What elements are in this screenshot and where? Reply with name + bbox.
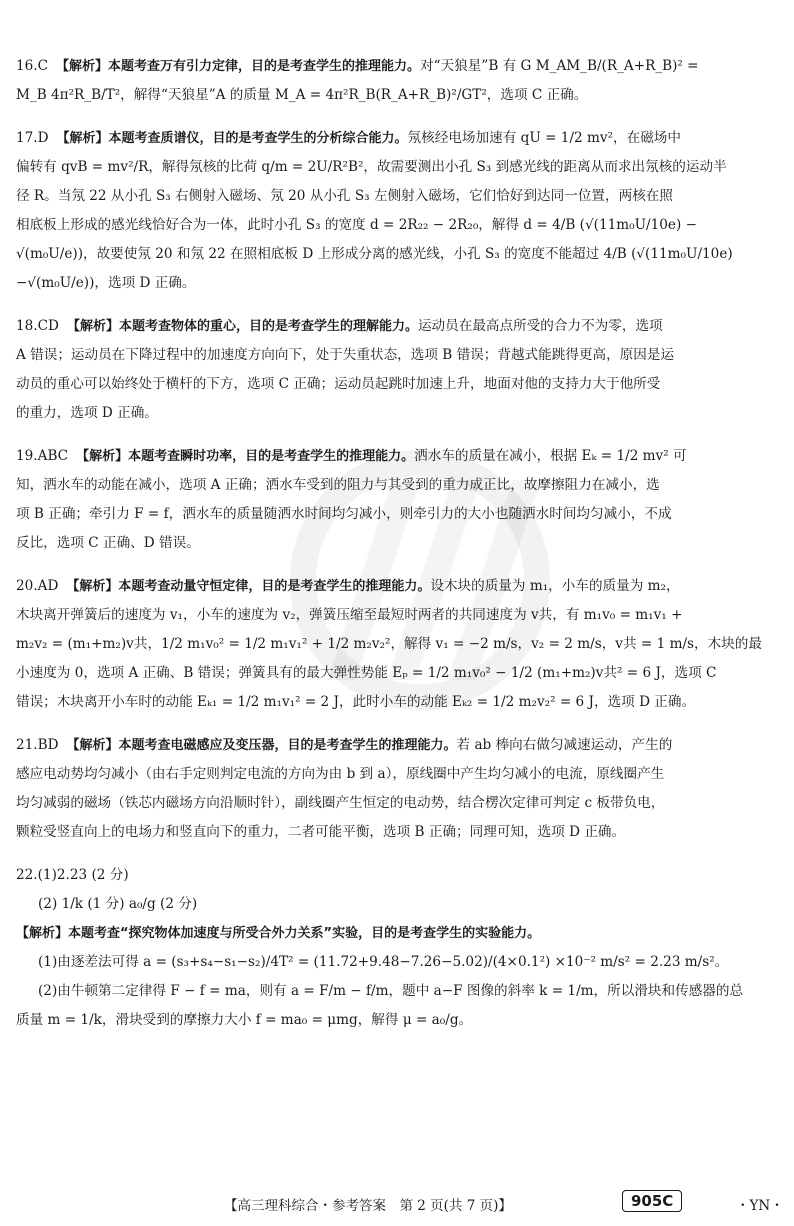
- question-number: 19.: [16, 448, 38, 464]
- question-number: 21.: [16, 737, 38, 753]
- question-number: 16.: [16, 58, 38, 74]
- analysis-heading: 【解析】本题考查物体的重心，目的是考查学生的理解能力。: [66, 319, 418, 334]
- answer-choice: D: [37, 130, 49, 146]
- analysis-text: 氖核经电场加速有 qU = 1/2 mv²，在磁场中: [407, 130, 681, 146]
- analysis-text: m₂v₂ = (m₁+m₂)v共，1/2 m₁v₀² = 1/2 m₁v₁² + 1/2 m₂v₂²，解得 v₁ = −2 m/s，v₂ = 2 m/s，v共 = 1 m/s，木块的最: [16, 636, 762, 652]
- analysis-heading: 【解析】本题考查质谱仪，目的是考查学生的分析综合能力。: [56, 131, 408, 146]
- answer-22: [16, 861, 778, 1035]
- answer-part-2: (2) 1/k (1 分) a₀/g (2 分): [38, 896, 198, 912]
- answer-17: [16, 124, 778, 298]
- analysis-text: (2)由牛顿第二定律得 F − f = ma，则有 a = F/m − f/m，题中 a−F 图像的斜率 k = 1/m，所以滑块和传感器的总: [38, 983, 744, 999]
- analysis-text: M_B 4π²R_B/T²，解得“天狼星”A 的质量 M_A = 4π²R_B(R_A+R_B)²/GT²，选项 C 正确。: [16, 87, 588, 103]
- analysis-text: 若 ab 棒向右做匀减速运动，产生的: [456, 737, 673, 753]
- analysis-text: 设木块的质量为 m₁，小车的质量为 m₂，: [430, 578, 680, 594]
- answer-choice: CD: [37, 318, 59, 334]
- answer-choice: C: [37, 58, 49, 74]
- answer-18: [16, 312, 778, 428]
- analysis-text: 颗粒受竖直向上的电场力和竖直向下的重力，二者可能平衡，选项 B 正确；同理可知，选项 D 正确。: [16, 824, 626, 840]
- answer-21: [16, 731, 778, 847]
- analysis-heading: 【解析】本题考查动量守恒定律，目的是考查学生的推理能力。: [66, 579, 431, 594]
- analysis-text: 小速度为 0，选项 A 正确、B 错误；弹簧具有的最大弹性势能 Eₚ = 1/2 m₁v₀² − 1/2 (m₁+m₂)v共² = 6 J，选项 C: [16, 665, 717, 681]
- analysis-text: 动员的重心可以始终处于横杆的下方，选项 C 正确；运动员起跳时加速上升，地面对他的支持力大于他所受: [16, 376, 661, 392]
- region-tag: ・YN・: [736, 1198, 784, 1214]
- answer-part-1: (1)2.23 (2 分): [37, 867, 129, 883]
- answer-page: [16, 52, 778, 1049]
- analysis-text: 均匀减弱的磁场（铁芯内磁场方向沿顺时针），副线圈产生恒定的电动势，结合楞次定律可判定 c 板带负电，: [16, 795, 665, 811]
- analysis-text: A 错误；运动员在下降过程中的加速度方向向下，处于失重状态，选项 B 错误；背越式能跳得更高，原因是运: [16, 347, 675, 363]
- analysis-text: 偏转有 qvB = mv²/R，解得氖核的比荷 q/m = 2U/R²B²，故需要测出小孔 S₃ 到感光线的距离从而求出氖核的运动半: [16, 159, 727, 175]
- answer-choice: ABC: [37, 448, 69, 464]
- page-footer: [0, 1186, 794, 1216]
- analysis-text: 对“天狼星”B 有 G M_AM_B/(R_A+R_B)² =: [420, 58, 699, 74]
- analysis-text: 感应电动势均匀减小（由右手定则判定电流的方向为由 b 到 a），原线圈中产生均匀减小的电流，原线圈产生: [16, 766, 665, 782]
- analysis-text: 径 R。当氖 22 从小孔 S₃ 右侧射入磁场、氖 20 从小孔 S₃ 左侧射入磁场，它们恰好到达同一位置，两核在照: [16, 188, 673, 204]
- question-number: 20.: [16, 578, 38, 594]
- analysis-text: 项 B 正确；牵引力 F = f，洒水车的质量随洒水时间均匀减小，则牵引力的大小也随洒水时间均匀减小，不成: [16, 506, 672, 522]
- answer-16: [16, 52, 778, 110]
- analysis-text: 知，洒水车的动能在减小，选项 A 正确；洒水车受到的阻力与其受到的重力成正比，故摩擦阻力在减小，选: [16, 477, 660, 493]
- question-number: 22.: [16, 867, 38, 883]
- analysis-text: 的重力，选项 D 正确。: [16, 405, 158, 421]
- analysis-heading: 【解析】本题考查电磁感应及变压器，目的是考查学生的推理能力。: [66, 738, 457, 753]
- analysis-text: 质量 m = 1/k，滑块受到的摩擦力大小 f = ma₀ = μmg，解得 μ = a₀/g。: [16, 1012, 473, 1028]
- answer-choice: BD: [37, 737, 59, 753]
- answer-20: [16, 572, 778, 717]
- answer-choice: AD: [37, 578, 59, 594]
- analysis-text: 错误；木块离开小车时的动能 Eₖ₁ = 1/2 m₁v₁² = 2 J，此时小车的动能 Eₖ₂ = 1/2 m₂v₂² = 6 J，选项 D 正确。: [16, 694, 696, 710]
- analysis-text: √(m₀U/e))，故要使氖 20 和氖 22 在照相底板 D 上形成分离的感光线，小孔 S₃ 的宽度不能超过 4/B (√(11m₀U/10e): [16, 246, 733, 262]
- answer-19: [16, 442, 778, 558]
- analysis-heading: 【解析】本题考查瞬时功率，目的是考查学生的推理能力。: [76, 449, 415, 464]
- question-number: 18.: [16, 318, 38, 334]
- analysis-heading: 【解析】本题考查万有引力定律，目的是考查学生的推理能力。: [56, 59, 421, 74]
- exam-code-badge: 905C: [622, 1190, 682, 1212]
- analysis-heading: 【解析】本题考查“探究物体加速度与所受合外力关系”实验，目的是考查学生的实验能力。: [16, 926, 541, 941]
- analysis-text: 运动员在最高点所受的合力不为零，选项: [417, 318, 663, 334]
- analysis-text: 相底板上形成的感光线恰好合为一体，此时小孔 S₃ 的宽度 d = 2R₂₂ − 2R₂₀，解得 d = 4/B (√(11m₀U/10e) −: [16, 217, 697, 233]
- question-number: 17.: [16, 130, 38, 146]
- analysis-text: 木块离开弹簧后的速度为 v₁，小车的速度为 v₂，弹簧压缩至最短时两者的共同速度为 v共，有 m₁v₀ = m₁v₁ +: [16, 607, 683, 623]
- footer-title: 【高三理科综合・参考答案 第 2 页(共 7 页)】: [224, 1198, 512, 1214]
- analysis-text: (1)由逐差法可得 a = (s₃+s₄−s₁−s₂)/4T² = (11.72+9.48−7.26−5.02)/(4×0.1²) ×10⁻² m/s² = 2.23 m/s²。: [38, 954, 729, 970]
- analysis-text: 反比，选项 C 正确、D 错误。: [16, 535, 200, 551]
- analysis-text: −√(m₀U/e))，选项 D 正确。: [16, 275, 196, 291]
- analysis-text: 洒水车的质量在减小，根据 Eₖ = 1/2 mv² 可: [414, 448, 687, 464]
